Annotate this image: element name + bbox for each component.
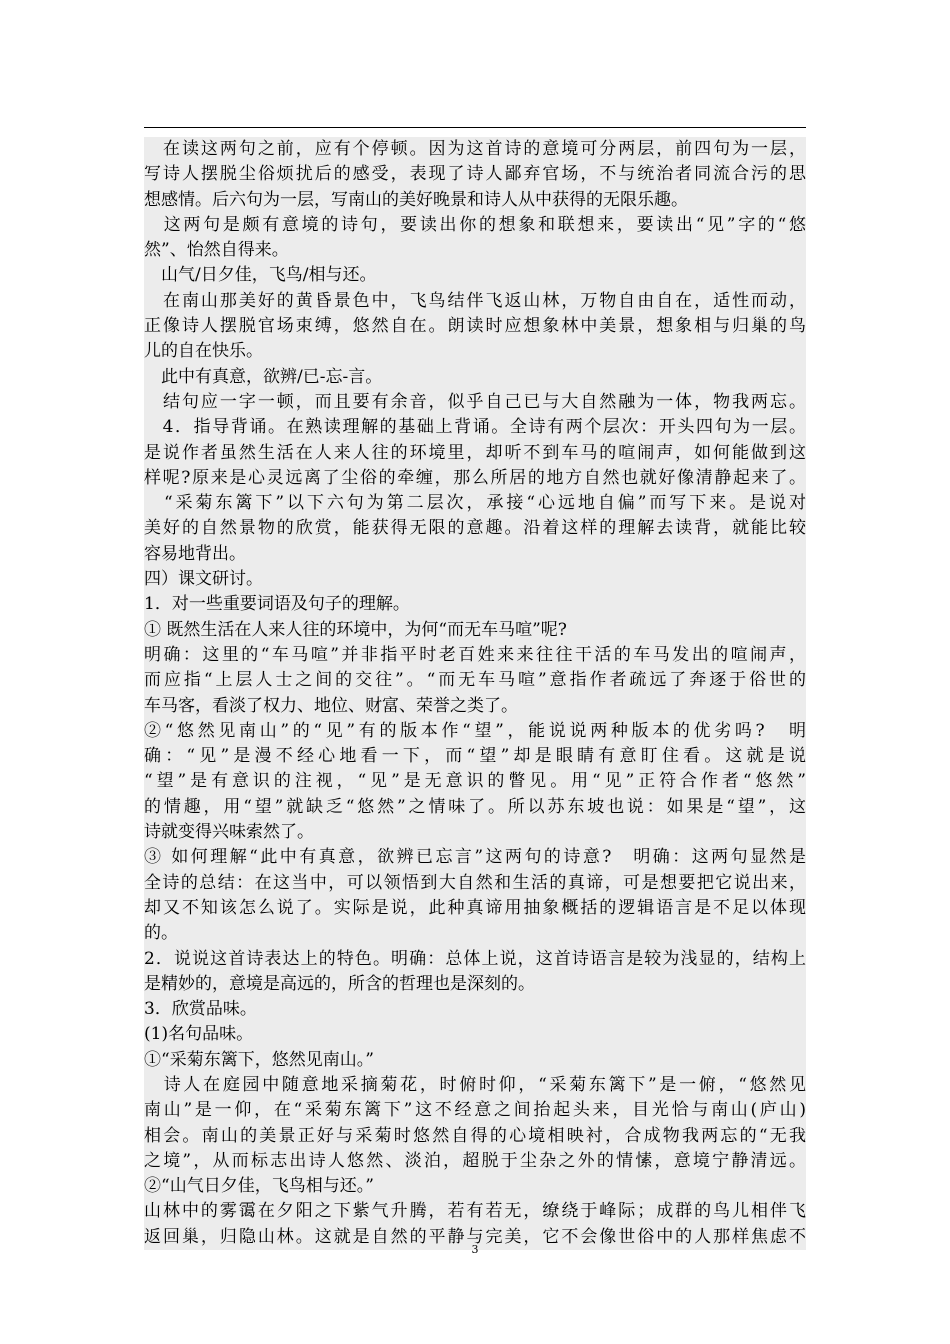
text-line: 之境”，从而标志出诗人悠然、淡泊，超脱于尘杂之外的情愫，意境宁静清远。 — [144, 1150, 806, 1171]
text-line: 而应指“上层人士之间的交往”。“而无车马喧”意指作者疏远了奔逐于俗世的 — [144, 670, 806, 691]
header-rule — [144, 127, 806, 128]
text-line: 相会。南山的美景正好与采菊时悠然自得的心境相映衬，合成物我两忘的“无我 — [144, 1125, 806, 1146]
text-line: 在南山那美好的黄昏景色中，飞鸟结伴飞返山林，万物自由自在，适性而动， — [144, 290, 806, 311]
text-line: (1)名句品味。 — [144, 1024, 254, 1045]
text-line: 此中有真意，欲辨/已-忘-言。 — [144, 366, 383, 387]
text-line: 的。 — [144, 923, 178, 944]
text-line: 这两句是颇有意境的诗句，要读出你的想象和联想来，要读出“见”字的“悠 — [144, 214, 806, 235]
text-line: ① 既然生活在人来人往的环境中，为何“而无车马喧”呢? — [144, 619, 567, 640]
text-line: 四）课文研讨。 — [144, 569, 263, 590]
text-line: 写诗人摆脱尘俗烦扰后的感受，表现了诗人鄙弃官场，不与统治者同流合污的思 — [144, 164, 806, 185]
text-line: 南山”是一仰，在“采菊东篱下”这不经意之间抬起头来，目光恰与南山(庐山) — [144, 1100, 806, 1121]
page-number: 3 — [471, 1243, 479, 1256]
text-line: “望”是有意识的注视，“见”是无意识的瞥见。用“见”正符合作者“悠然” — [144, 771, 806, 792]
text-line: ③ 如何理解“此中有真意，欲辨已忘言”这两句的诗意? 明确：这两句显然是 — [144, 847, 806, 868]
text-line: 想感情。后六句为一层，写南山的美好晚景和诗人从中获得的无限乐趣。 — [144, 189, 688, 210]
text-line: ②“山气日夕佳，飞鸟相与还。” — [144, 1176, 374, 1197]
text-line: 样呢?原来是心灵远离了尘俗的牵缠，那么所居的地方自然也就好像清静起来了。 — [144, 467, 806, 488]
text-line: 正像诗人摆脱官场束缚，悠然自在。朗读时应想象林中美景，想象相与归巢的鸟 — [144, 316, 806, 337]
text-line: 2．说说这首诗表达上的特色。明确：总体上说，这首诗语言是较为浅显的，结构上 — [144, 948, 806, 969]
text-line: ①“采菊东篱下，悠然见南山。” — [144, 1049, 374, 1070]
text-line: 全诗的总结：在这当中，可以领悟到大自然和生活的真谛，可是想要把它说出来， — [144, 872, 806, 893]
text-line: 3．欣赏品味。 — [144, 999, 257, 1020]
text-line: ②“悠然见南山”的“见”有的版本作“望”，能说说两种版本的优劣吗? 明 — [144, 720, 806, 741]
text-line: 明确：这里的“车马喧”并非指平时老百姓来来往往干活的车马发出的喧闹声， — [144, 644, 806, 665]
text-line: 诗就变得兴味索然了。 — [144, 822, 314, 843]
text-line: 诗人在庭园中随意地采摘菊花，时俯时仰，“采菊东篱下”是一俯，“悠然见 — [144, 1074, 806, 1095]
text-line: 的情趣，用“望”就缺乏“悠然”之情味了。所以苏东坡也说：如果是“望”，这 — [144, 796, 806, 817]
text-line: 结句应一字一顿，而且要有余音，似乎自己已与大自然融为一体，物我两忘。 — [144, 391, 806, 412]
text-line: 确：“见”是漫不经心地看一下，而“望”却是眼睛有意盯住看。这就是说 — [144, 746, 806, 767]
text-line: 美好的自然景物的欣赏，能获得无限的意趣。沿着这样的理解去读背，就能比较 — [144, 518, 806, 539]
text-line: 4．指导背诵。在熟读理解的基础上背诵。全诗有两个层次：开头四句为一层。 — [144, 417, 806, 438]
text-line: “采菊东篱下”以下六句为第二层次，承接“心远地自偏”而写下来。是说对 — [144, 493, 806, 514]
text-line: 返回巢，归隐山林。这就是自然的平静与完美，它不会像世俗中的人那样焦虑不 — [144, 1226, 806, 1247]
text-line: 是精妙的，意境是高远的，所含的哲理也是深刻的。 — [144, 973, 535, 994]
document-body — [144, 137, 806, 1250]
text-line: 然”、怡然自得来。 — [144, 240, 289, 261]
text-line: 山气/日夕佳，飞鸟/相与还。 — [144, 265, 377, 286]
text-line: 1．对一些重要词语及句子的理解。 — [144, 594, 410, 615]
text-line: 在读这两句之前，应有个停顿。因为这首诗的意境可分两层，前四句为一层， — [144, 139, 806, 159]
text-line: 山林中的雾霭在夕阳之下紫气升腾，若有若无，缭绕于峰际；成群的鸟儿相伴飞 — [144, 1201, 806, 1222]
text-line: 儿的自在快乐。 — [144, 341, 263, 362]
text-line: 车马客，看淡了权力、地位、财富、荣誉之类了。 — [144, 695, 518, 716]
text-line: 却又不知该怎么说了。实际是说，此种真谛用抽象概括的逻辑语言是不足以体现 — [144, 897, 806, 918]
text-line: 是说作者虽然生活在人来人往的环境里，却听不到车马的喧闹声，如何能做到这 — [144, 442, 806, 463]
text-line: 容易地背出。 — [144, 543, 246, 564]
